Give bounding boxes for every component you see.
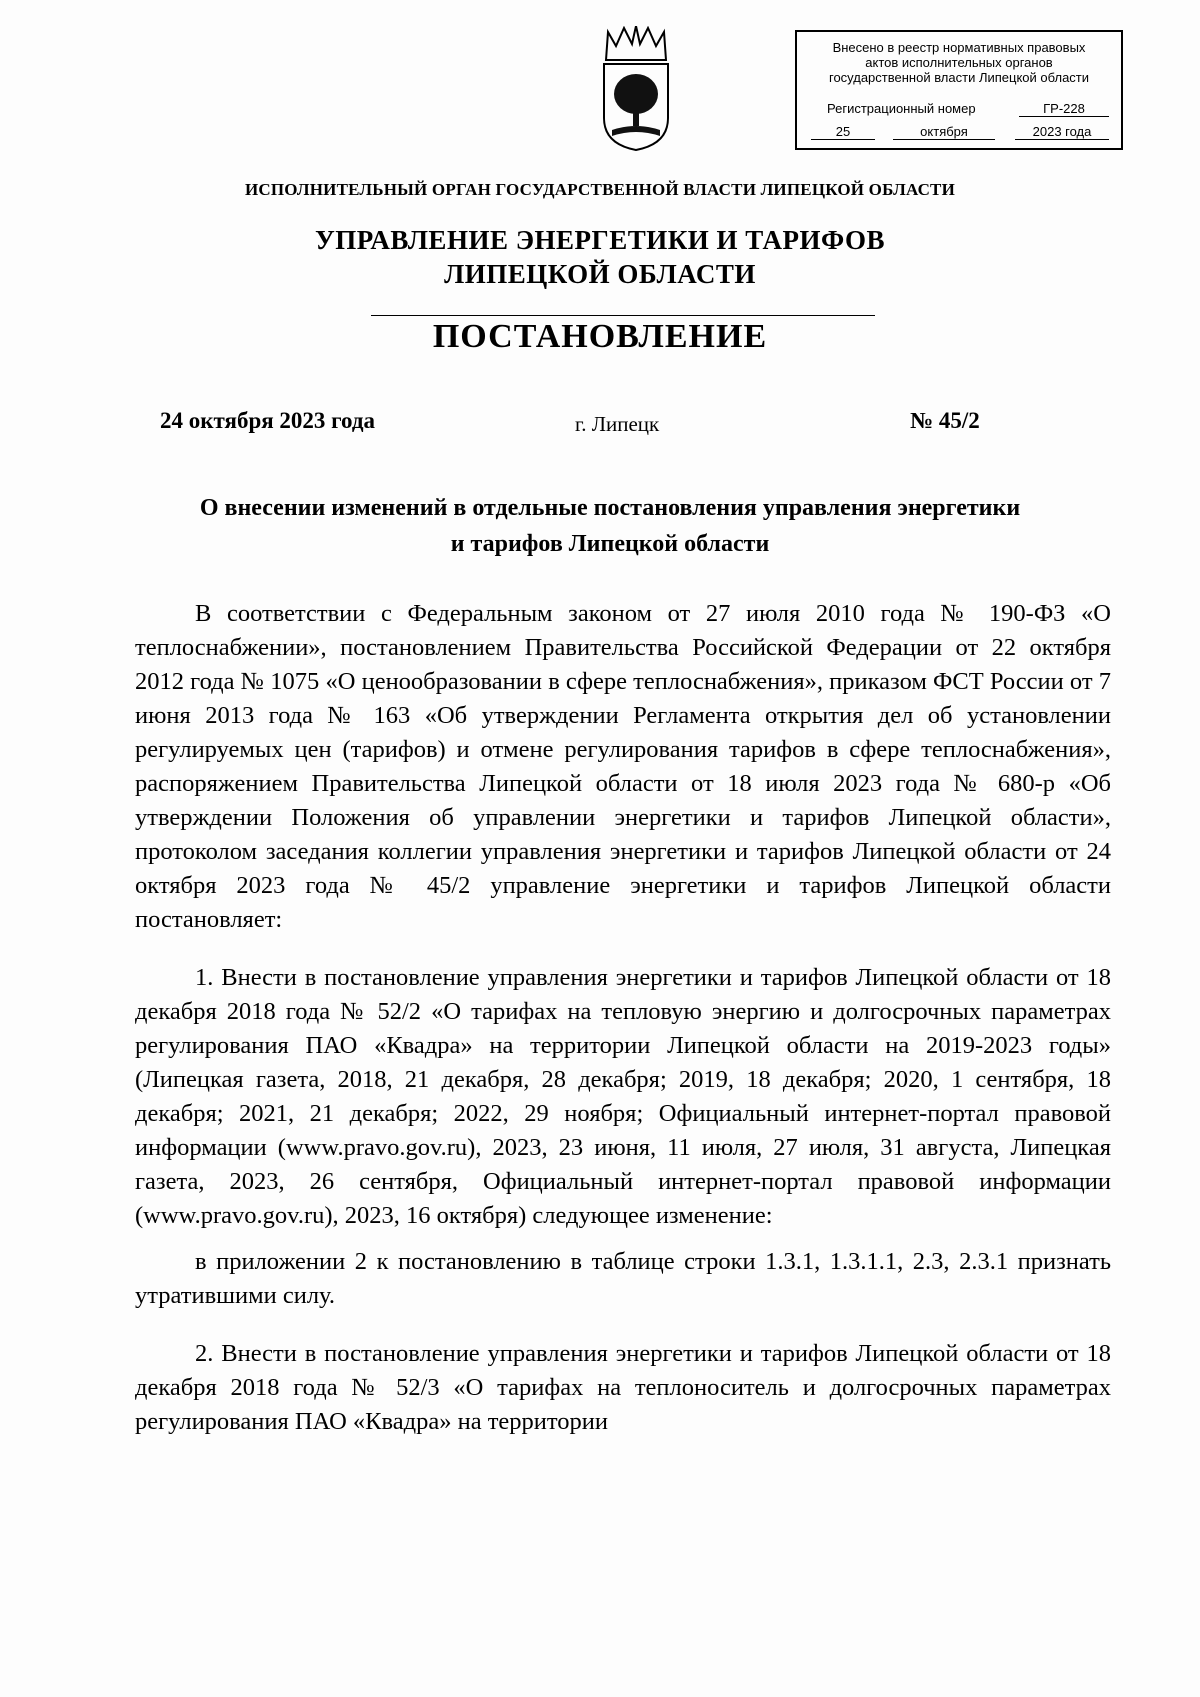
document-type: ПОСТАНОВЛЕНИЕ <box>432 318 768 355</box>
stamp-line-2: актов исполнительных органов <box>865 55 1053 70</box>
paragraph-item-2: 2. Внести в постановление управления энергетики и тарифов Липецкой области от 18 декабря 2018 года № 52/3 «О тарифах на теплоноситель и долгосрочных параметрах регулирования ПАО «Квадра» на территории <box>135 1340 1111 1435</box>
stamp-month: октября <box>893 124 995 140</box>
document-city: г. Липецк <box>575 412 660 436</box>
stamp-day: 25 <box>811 124 875 140</box>
stamp-line-1: Внесено в реестр нормативных правовых <box>832 40 1086 55</box>
document-date: 24 октября 2023 года <box>160 408 376 433</box>
paragraph-preamble: В соответствии с Федеральным законом от 27 июля 2010 года № 190-ФЗ «О теплоснабжении», постановлением Правительства Российской Федерации от 22 октября 2012 года № 1075 «О ценообразовании в сфере теплоснабжения», приказом ФСТ России от 7 июня 2013 года № 163 «Об утверждении Регламента открытия дел об установлении регулируемых цен (тарифов) и отмене регулирования тарифов в сфере теплоснабжения», распоряжением Правительства Липецкой области от 18 июля 2023 года № 680-р «Об утверждении Положения об управлении энергетики и тарифов Липецкой области», протоколом заседания коллегии управления энергетики и тарифов Липецкой области от 24 октября 2023 года № 45/2 управление энергетики и тарифов Липецкой области постановляет: <box>135 600 1111 933</box>
department-title-line-1: УПРАВЛЕНИЕ ЭНЕРГЕТИКИ И ТАРИФОВ <box>314 225 885 255</box>
department-title <box>0 223 1200 291</box>
document-subject <box>110 490 1110 562</box>
stamp-year: 2023 года <box>1015 124 1109 140</box>
stamp-registration-label: Регистрационный номер <box>827 101 976 116</box>
paragraph-item-1-change: в приложении 2 к постановлению в таблице строки 1.3.1, 1.3.1.1, 2.3, 2.3.1 признать утратившими силу. <box>135 1248 1111 1309</box>
coat-of-arms-emblem <box>596 26 676 152</box>
document-body <box>135 597 1111 1439</box>
paragraph-item-1: 1. Внести в постановление управления энергетики и тарифов Липецкой области от 18 декабря 2018 года № 52/2 «О тарифах на тепловую энергию и долгосрочных параметрах регулирования ПАО «Квадра» на территории Липецкой области на 2019-2023 годы» (Липецкая газета, 2018, 21 декабря, 28 декабря; 2019, 18 декабря; 2020, 1 сентября, 18 декабря; 2021, 21 декабря; 2022, 29 ноября; Официальный интернет-портал правовой информации (www.pravo.gov.ru), 2023, 23 июня, 11 июля, 27 июля, 31 августа, Липецкая газета, 2023, 26 сентября, Официальный интернет-портал правовой информации (www.pravo.gov.ru), 2023, 16 октября) следующее изменение: <box>135 964 1111 1229</box>
subject-line-1: О внесении изменений в отдельные постановления управления энергетики <box>199 495 1021 521</box>
department-title-line-2: ЛИПЕЦКОЙ ОБЛАСТИ <box>444 259 756 289</box>
subject-line-2: и тарифов Липецкой области <box>450 531 770 557</box>
registry-stamp <box>795 30 1123 150</box>
stamp-registration-number: ГР-228 <box>1019 101 1109 117</box>
stamp-line-3: государственной власти Липецкой области <box>828 70 1090 85</box>
document-number: № 45/2 <box>910 408 980 433</box>
header-divider <box>371 315 875 316</box>
organization-name: ИСПОЛНИТЕЛЬНЫЙ ОРГАН ГОСУДАРСТВЕННОЙ ВЛАСТИ ЛИПЕЦКОЙ ОБЛАСТИ <box>244 180 956 199</box>
